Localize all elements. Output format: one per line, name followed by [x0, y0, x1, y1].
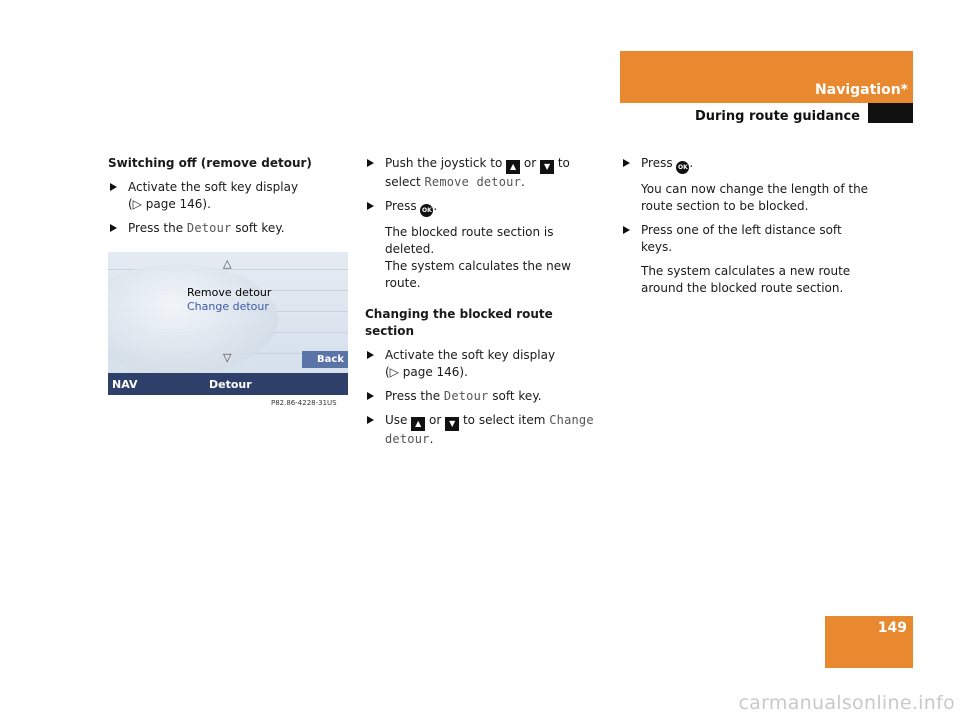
scroll-up-icon: △ [223, 257, 232, 270]
menu-item-change-detour: Change detour [187, 300, 269, 313]
info-paragraph: You can now change the length of the route section to be blocked. [641, 182, 869, 213]
disc-graphic [108, 264, 278, 374]
column-1 [108, 155, 348, 244]
bullet-arrow-icon [367, 392, 374, 400]
step-activate-soft-keys: Activate the soft key display (▷ page 146). [365, 347, 605, 381]
step-press-distance-soft-key: Press one of the left distance soft keys. [621, 222, 871, 256]
column-3 [621, 155, 871, 304]
bullet-arrow-icon [367, 416, 374, 424]
step-press-detour: Press the Detour soft key. [365, 388, 605, 405]
result-paragraph: The system calculates a new route around the blocked route section. [641, 264, 851, 295]
watermark: carmanualsonline.info [738, 692, 955, 714]
ok-button-icon: OK [420, 204, 433, 217]
header-black-tab [868, 103, 913, 123]
ok-button-icon: OK [676, 161, 689, 174]
heading-change-blocked-route: Changing the blocked route section [365, 307, 553, 338]
section-title: During route guidance [694, 109, 860, 124]
back-soft-key: Back [302, 351, 348, 368]
soft-key-bar [108, 373, 348, 395]
bullet-arrow-icon [367, 159, 374, 167]
step-press-ok: Press OK . [621, 155, 871, 174]
column-2 [365, 155, 605, 455]
step-select-change-detour: Use ▲ or ▼ to select item Change detour. [365, 412, 605, 448]
bullet-arrow-icon [623, 226, 630, 234]
result-paragraph: The blocked route section is deleted. The system calculates the new route. [385, 225, 571, 290]
step-push-joystick: Push the joystick to ▲ or ▼ to select Remove detour. [365, 155, 605, 191]
menu-item-remove-detour: Remove detour [187, 286, 272, 299]
step-press-detour: Press the Detour soft key. [108, 220, 348, 237]
bullet-arrow-icon [110, 224, 117, 232]
joystick-down-icon: ▼ [540, 160, 554, 174]
joystick-up-icon: ▲ [411, 417, 425, 431]
navigation-screen-illustration [108, 252, 348, 395]
step-press-ok: Press OK . [365, 198, 605, 217]
image-reference: P82.86-4228-31US [271, 399, 337, 407]
chapter-title: Navigation* [815, 82, 908, 98]
joystick-down-icon: ▼ [445, 417, 459, 431]
heading-remove-detour: Switching off (remove detour) [108, 156, 312, 170]
scroll-down-icon: ▽ [223, 351, 232, 364]
step-activate-soft-keys: Activate the soft key display (▷ page 146). [108, 179, 348, 213]
bullet-arrow-icon [367, 202, 374, 210]
bullet-arrow-icon [110, 183, 117, 191]
nav-soft-key: NAV [112, 378, 138, 391]
bullet-arrow-icon [623, 159, 630, 167]
joystick-up-icon: ▲ [506, 160, 520, 174]
page-number: 149 [877, 620, 907, 636]
bullet-arrow-icon [367, 351, 374, 359]
detour-soft-key: Detour [209, 378, 252, 391]
